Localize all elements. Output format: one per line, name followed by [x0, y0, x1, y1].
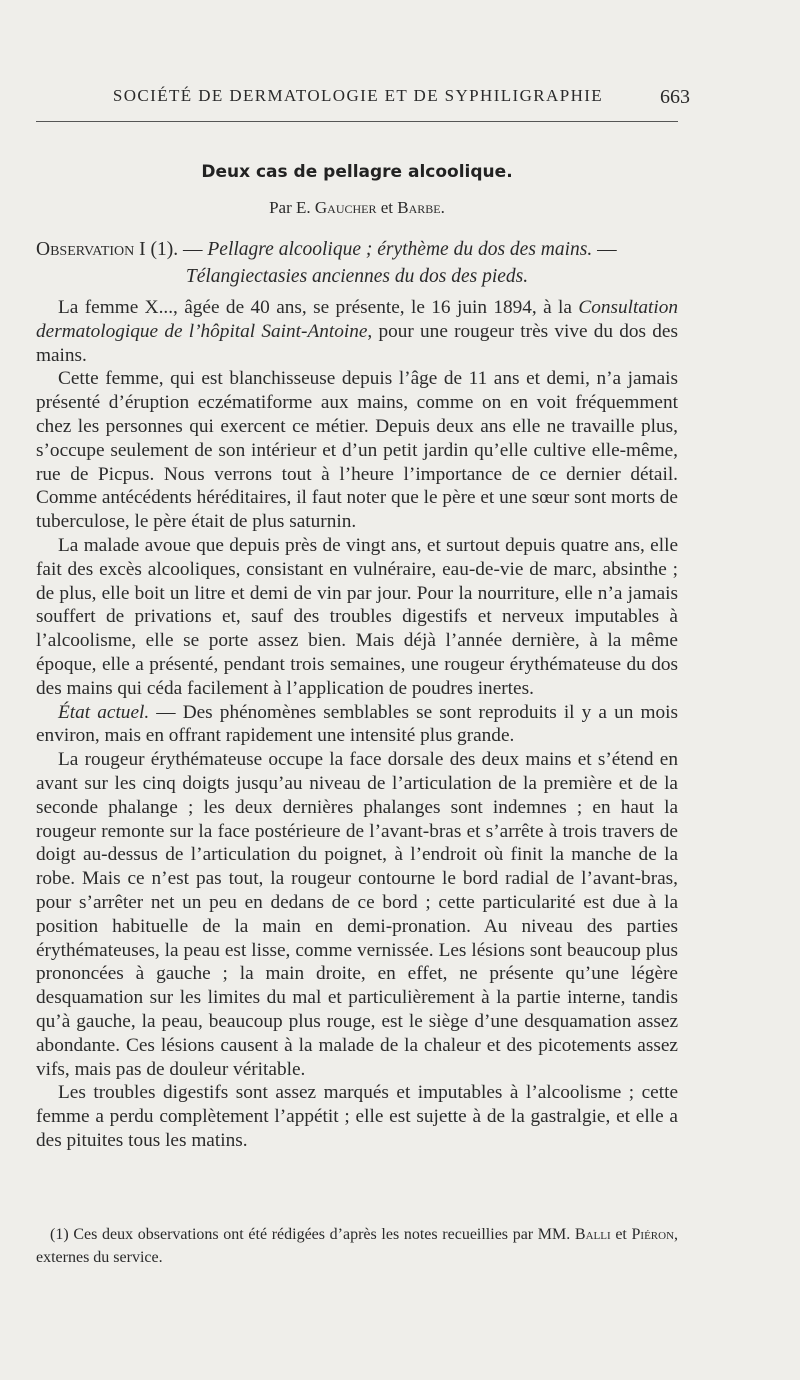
body-text: [36, 296, 678, 1153]
observation-number: I (1).: [139, 239, 179, 260]
observation-heading-part-1: Pellagre alcoolique ; érythème du dos des mains.: [207, 239, 593, 260]
page-number: 663: [660, 86, 690, 108]
footnote: [36, 1223, 678, 1269]
paragraph-3: La malade avoue que depuis près de vingt ans, et surtout depuis quatre ans, elle fait des excès alcooliques, consistant en vulnéraire, eau-de-vie de marc, absinthe ; de plus, elle boit un litre et demi de vin par jour. Pour la nourriture, elle n’a jamais souffert de privations et, sauf des troubles digestifs et nerveux imputables à l’alcoolisme, elle se porte assez bien. Mais déjà l’année dernière, à la même époque, elle a présenté, pendant trois semaines, une rougeur érythémateuse du dos des mains qui céda facilement à l’application de poudres inertes.: [36, 534, 678, 699]
author-gaucher: Gaucher: [314, 198, 377, 217]
paragraph-1-italic: Consultation dermatologique de l’hôpital Saint-Antoine: [36, 297, 678, 342]
footnote-text-b: , externes du service.: [36, 1226, 679, 1266]
footnote-name-balli: Balli: [574, 1226, 611, 1243]
observation-heading-part-2: Télangiectasies anciennes du dos des pieds.: [185, 266, 529, 287]
paragraph-5: La rougeur érythémateuse occupe la face dorsale des deux mains et s’étend en avant sur les cinq doigts jusqu’au niveau de l’articulation de la première et de la seconde phalange ; les deux dernières phalanges sont indemnes ; en haut la rougeur remonte sur la face postérieure de l’avant-bras et s’arrête à trois travers de doigt au-dessus de l’articulation du poignet, à l’endroit où finit la manche de la robe. Mais ce n’est pas tout, la rougeur contourne le bord radial de l’avant-bras, pour s’arrêter net un peu en dedans de ce bord ; cette particularité est due à la position habituelle de la main en demi-pronation. Au niveau des parties érythémateuses, la peau est lisse, comme vernissée. Les lésions sont beaucoup plus prononcées à gauche ; la main droite, en effet, ne présente qu’une légère desquamation sur les limites du mal et particulièrement à la partie interne, tandis qu’à gauche, la peau, beaucoup plus rouge, est le siège d’une desquamation assez abondante. Ces lésions causent à la malade de la chaleur et des picotements assez vifs, mais pas de douleur véritable.: [36, 749, 678, 1080]
paragraph-6: Les troubles digestifs sont assez marqués et imputables à l’alcoolisme ; cette femme a perdu complètement l’appétit ; elle est sujette à de la gastralgie, et elle a des pituites tous les matins.: [36, 1082, 678, 1151]
header-rule: [36, 121, 678, 122]
footnote-text-a: Ces deux observations ont été rédigées d’après les notes recueillies par MM.: [73, 1226, 571, 1243]
footnote-number: (1): [50, 1226, 69, 1243]
paragraph-4-text: — Des phénomènes semblables se sont reproduits il y a un mois environ, mais en offrant rapidement une intensité plus grande.: [36, 701, 678, 747]
running-head: SOCIÉTÉ DE DERMATOLOGIE ET DE SYPHILIGRAPHIE: [112, 86, 604, 105]
paragraph-2: Cette femme, qui est blanchisseuse depuis l’âge de 11 ans et demi, n’a jamais présenté d’éruption eczématiforme aux mains, comme on en voit fréquemment chez les personnes qui exercent ce métier. Depuis deux ans elle ne travaille plus, s’occupe seulement de son intérieur et d’un petit jardin qu’elle cultive elle-même, rue de Picpus. Nous verrons tout à l’heure l’importance de ce dernier détail. Comme antécédents héréditaires, il faut noter que le père et une sœur sont morts de tuberculose, le père était de plus saturnin.: [36, 368, 678, 533]
footnote-name-pieron: Piéron: [631, 1226, 675, 1243]
author-barbe: Barbe.: [397, 198, 445, 217]
article-title: Deux cas de pellagre alcoolique.: [201, 162, 513, 182]
article-authors: [36, 198, 678, 218]
paragraph-1-b: , pour une rougeur très vive du dos des mains.: [36, 320, 678, 366]
paragraph-1-a: La femme X..., âgée de 40 ans, se présente, le 16 juin 1894, à la: [58, 297, 579, 318]
authors-prefix: Par E.: [269, 198, 311, 217]
observation-dash-1: —: [183, 239, 203, 260]
paragraph-4-italic: État actuel.: [58, 701, 150, 723]
paragraph-4: [36, 701, 678, 749]
observation-label: Observation: [36, 239, 135, 260]
authors-mid: et: [380, 198, 394, 217]
footnote-mid: et: [615, 1226, 627, 1243]
observation-heading: [36, 236, 678, 290]
paragraph-1: [36, 296, 678, 367]
observation-dash-2: —: [597, 239, 617, 260]
